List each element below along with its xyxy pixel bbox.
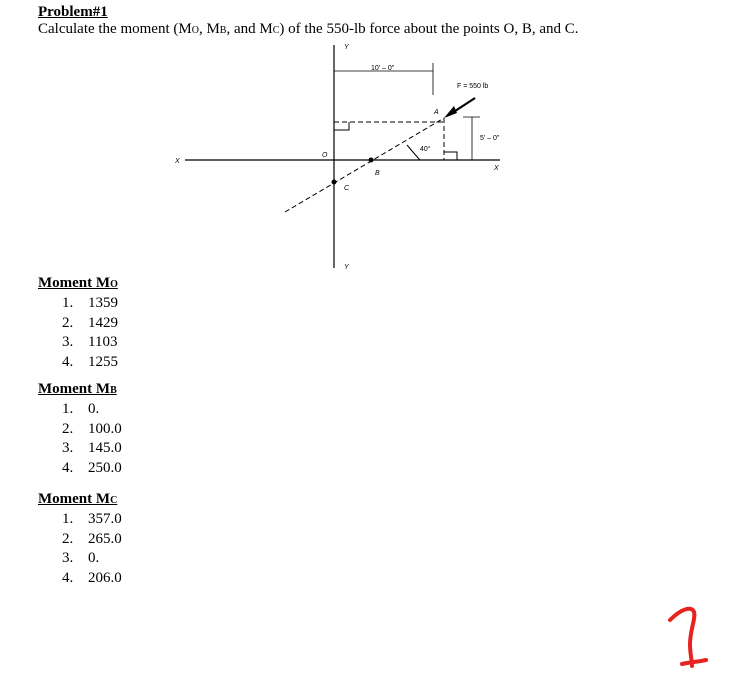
x-axis-right-label: X xyxy=(494,165,499,172)
angle-label: 40° xyxy=(420,146,431,153)
list-item: 1. 357.0 xyxy=(62,511,122,527)
right-angle-marker xyxy=(334,122,349,130)
point-o-label: O xyxy=(322,152,328,159)
list-item: 4. 250.0 xyxy=(62,459,122,476)
list-item: 1. 0. xyxy=(62,401,100,417)
handwritten-one-mark-icon xyxy=(660,600,730,680)
y-axis-bottom-label: Y xyxy=(344,264,349,271)
list-item: 2. 100.0 xyxy=(62,420,122,437)
list-item: 3. 145.0 xyxy=(62,440,122,456)
point-c-label: C xyxy=(344,185,350,192)
list-item: 4. 206.0 xyxy=(62,569,122,586)
dimension-horizontal-label: 10' – 0" xyxy=(371,65,395,72)
moment-mo-options xyxy=(38,294,238,372)
line-of-action xyxy=(285,118,444,212)
angle-arc xyxy=(407,145,420,160)
right-angle-marker xyxy=(444,152,457,160)
point-b-marker xyxy=(369,158,374,163)
problem-title: Problem#1 xyxy=(38,4,108,20)
x-axis-left-label: X xyxy=(175,158,180,165)
force-diagram xyxy=(0,0,746,290)
force-label: F = 550 lb xyxy=(457,83,489,90)
moment-mc-heading: Moment MC xyxy=(38,491,118,507)
dimension-vertical-label: 5' – 0" xyxy=(480,135,500,142)
moment-mb-options xyxy=(38,400,238,478)
force-arrowhead xyxy=(444,106,457,118)
moment-mc-section xyxy=(38,490,238,588)
problem-statement: Calculate the moment (MO, MB, and MC) of the 550-lb force about the points O, B, and C. xyxy=(38,21,579,37)
list-item: 4. 1255 xyxy=(62,353,118,370)
list-item: 1. 1359 xyxy=(62,295,118,311)
moment-mb-heading: Moment MB xyxy=(38,381,117,397)
moment-mb-section xyxy=(38,380,238,478)
list-item: 3. 0. xyxy=(62,550,100,566)
y-axis-top-label: Y xyxy=(344,44,349,51)
point-b-label: B xyxy=(375,170,380,177)
list-item: 3. 1103 xyxy=(62,334,118,350)
point-a-label: A xyxy=(434,109,439,116)
moment-mo-heading: Moment MO xyxy=(38,275,118,291)
moment-mo-section xyxy=(38,274,238,372)
list-item: 2. 265.0 xyxy=(62,530,122,547)
list-item: 2. 1429 xyxy=(62,314,118,331)
point-c-marker xyxy=(332,180,337,185)
moment-mc-options xyxy=(38,510,238,588)
